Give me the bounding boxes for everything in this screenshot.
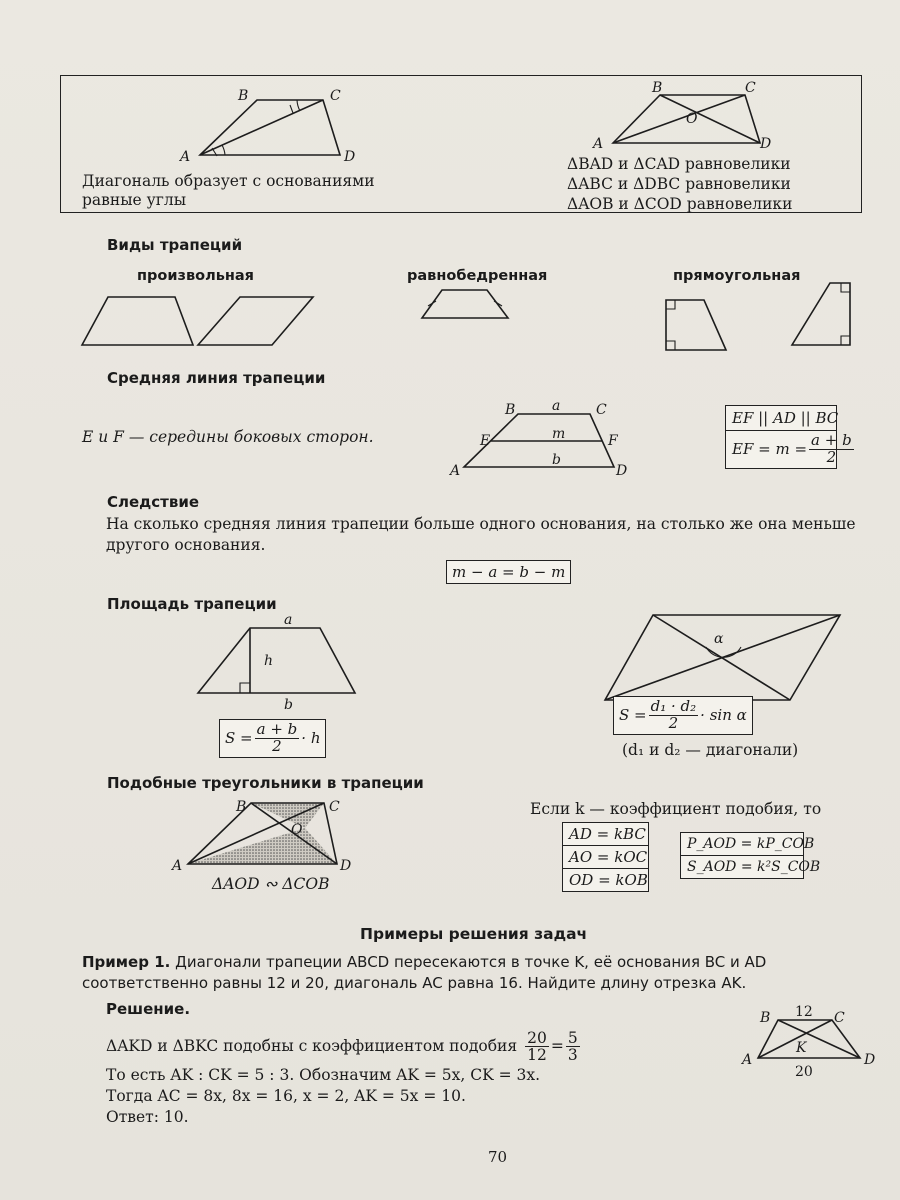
examples-heading: Примеры решения задач (360, 925, 588, 943)
type-isosceles-label: равнобедренная (407, 268, 548, 284)
vertex-label: C (596, 402, 607, 418)
fraction-numerator: 20 (527, 1029, 547, 1047)
vertex-label: D (340, 858, 352, 874)
vertex-label: D (864, 1052, 876, 1068)
vertex-label: B (238, 88, 249, 104)
formula-denominator: 2 (826, 447, 837, 466)
vertex-label: O (686, 111, 698, 127)
perimeter-ratio: P_AOD = kP_COB (681, 833, 803, 856)
vertex-label: C (329, 799, 340, 815)
answer: Ответ: 10. (106, 1108, 189, 1126)
side-label: m (552, 426, 566, 442)
side-label: 12 (795, 1004, 813, 1020)
ratio-line: AD = kBC (563, 823, 648, 846)
formula-lhs: S = (225, 729, 253, 748)
similar-caption: ΔAOD ∾ ΔCOB (212, 875, 330, 893)
side-label: a (284, 612, 293, 628)
fraction-denominator: 12 (527, 1046, 547, 1065)
fraction-denominator: 3 (567, 1046, 578, 1065)
type-right-label: прямоугольная (673, 268, 801, 284)
midline-heading: Средняя линия трапеции (107, 369, 326, 387)
vertex-label: O (291, 822, 303, 838)
side-label: a (552, 398, 561, 414)
vertex-label: C (745, 80, 756, 96)
equal-area-line: ΔBAD и ΔCAD равновелики (567, 155, 791, 173)
vertex-label: E (480, 433, 491, 449)
area-heading: Площадь трапеции (107, 595, 277, 613)
formula-lhs: S = (619, 706, 647, 725)
area-ratio: S_AOD = k²S_COB (687, 859, 821, 875)
midline-text: E и F — середины боковых сторон. (82, 428, 374, 446)
vertex-label: B (760, 1010, 771, 1026)
solution-line-2: То есть AK : CK = 5 : 3. Обозначим AK = 5x, CK = 3x. (106, 1066, 541, 1084)
side-label: b (552, 452, 561, 468)
vertex-label: C (834, 1010, 845, 1026)
formula-rhs: · sin α (700, 706, 747, 725)
vertex-label: C (330, 88, 341, 104)
formula-numerator: a + b (256, 720, 298, 738)
solution-label: Решение. (106, 1000, 191, 1018)
similar-intro: Если k — коэффициент подобия, то (530, 800, 822, 818)
parallel-formula: EF || AD || BC (726, 406, 836, 431)
formula-lhs: EF = m = (732, 440, 808, 459)
formula-numerator: a + b (811, 431, 852, 449)
vertex-label: D (616, 463, 628, 479)
corollary-heading: Следствие (107, 493, 200, 511)
formula-denominator: 2 (272, 736, 282, 755)
formula-numerator: d₁ · d₂ (650, 697, 697, 715)
solution-line-3: Тогда AC = 8x, 8x = 16, x = 2, AK = 5x = 10. (106, 1087, 466, 1105)
vertex-label: A (172, 858, 183, 874)
left-caption: Диагональ образует с основаниями равные углы (82, 172, 375, 210)
height-label: h (264, 653, 274, 669)
vertex-label: B (236, 799, 247, 815)
vertex-label: B (505, 402, 516, 418)
vertex-label: D (344, 149, 356, 165)
ratio-line: OD = kOB (569, 871, 648, 889)
vertex-label: D (760, 136, 772, 152)
formula-rhs: · h (301, 729, 321, 748)
corollary-text: На сколько средняя линия трапеции больше одного основания, на столько же она меньше другого основания. (106, 515, 856, 554)
types-heading: Виды трапеций (107, 236, 243, 254)
equal-area-line: ΔABC и ΔDBC равновелики (567, 174, 791, 193)
equal-area-line: ΔAOB и ΔCOD равновелики (567, 194, 793, 213)
fraction-numerator: 5 (567, 1029, 578, 1047)
formula-denominator: 2 (668, 713, 679, 732)
vertex-label: A (593, 136, 604, 152)
similar-heading: Подобные треугольники в трапеции (107, 774, 424, 792)
vertex-label: A (180, 149, 191, 165)
example-text: Диагонали трапеции ABCD пересекаются в точке K, её основания BC и AD соответственно равны 12 и 20, диагональ AC равна 16. Найдите длину отрезка AK. (82, 953, 767, 992)
vertex-label: B (652, 80, 663, 96)
equals-sign: = (550, 1037, 564, 1056)
corollary-formula: m − a = b − m (446, 560, 571, 584)
vertex-label: F (608, 433, 618, 449)
angle-label: α (714, 631, 724, 647)
vertex-label: A (450, 463, 461, 479)
ratio-line: AO = kOC (563, 846, 648, 869)
type-arbitrary-label: произвольная (137, 268, 254, 284)
diagonal-note: (d₁ и d₂ — диагонали) (622, 741, 799, 759)
example-label: Пример 1. (82, 953, 171, 971)
side-label: 20 (795, 1064, 813, 1080)
vertex-label: K (796, 1040, 807, 1056)
vertex-label: A (742, 1052, 753, 1068)
side-label: b (284, 697, 293, 713)
solution-text: ΔAKD и ΔBKC подобны с коэффициентом подобия (106, 1037, 518, 1056)
page-number: 70 (488, 1148, 508, 1166)
